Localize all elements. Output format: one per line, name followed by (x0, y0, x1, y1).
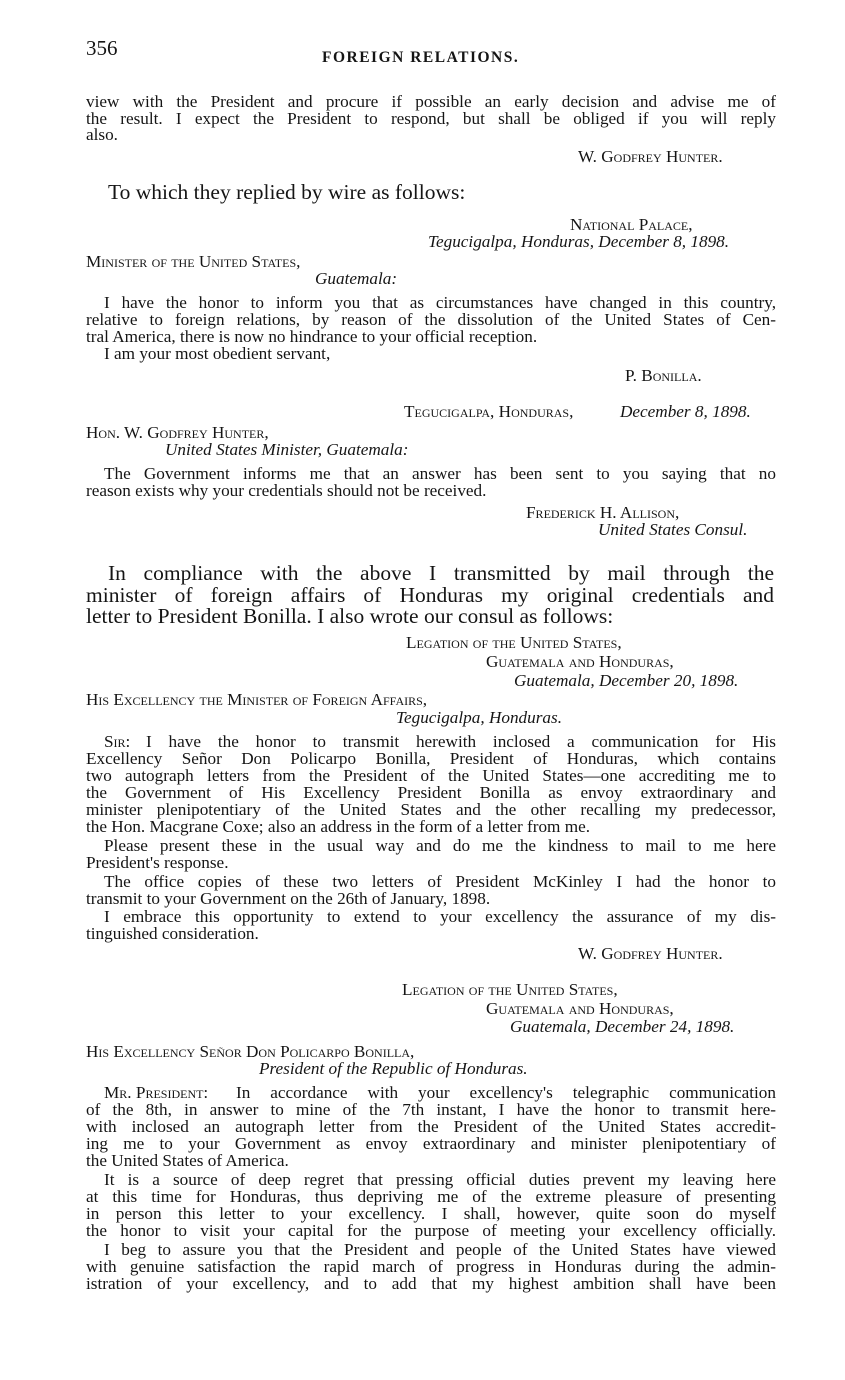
text-line: with genuine satisfaction the rapid march of progress in Honduras during the admin- (86, 1257, 776, 1276)
salutation: Mr. President: (104, 1083, 209, 1102)
addressee-title: President of the Republic of Honduras. (259, 1059, 528, 1078)
addressee: His Excellency the Minister of Foreign Affairs, (86, 690, 428, 709)
text-line: transmit to your Government on the 26th of January, 1898. (86, 889, 491, 908)
signature: W. Godfrey Hunter. (578, 944, 723, 963)
text-line: tral America, there is now no hindrance to your official reception. (86, 327, 538, 346)
addressee: Minister of the United States, (86, 252, 301, 271)
text-line: two autograph letters from the President of the United States—one accrediting me to (86, 766, 776, 785)
text-line: the United States of America. (86, 1151, 289, 1170)
text-line: ing me to your Government as envoy extraordinary and minister plenipotentiary of (86, 1134, 776, 1153)
text-line: of the 8th, in answer to mine of the 7th instant, I have the honor to transmit here- (86, 1100, 776, 1119)
text-line: Please present these in the usual way and do me the kindness to mail to me here (104, 836, 776, 855)
text-line: Excellency Señor Don Policarpo Bonilla, President of Honduras, which contains (86, 749, 776, 768)
signature: W. Godfrey Hunter. (578, 147, 723, 166)
signature-title: United States Consul. (598, 520, 748, 539)
text-line: I beg to assure you that the President and people of the United States have viewed (104, 1240, 776, 1259)
addressee-place: Tegucigalpa, Honduras. (396, 708, 562, 727)
addressee: Hon. W. Godfrey Hunter, (86, 423, 269, 442)
text-line: President's response. (86, 853, 229, 872)
addressee-place: Guatemala: (315, 269, 398, 288)
addressee: His Excellency Señor Don Policarpo Bonilla, (86, 1042, 415, 1061)
dateline: Tegucigalpa, Honduras, December 8, 1898. (428, 232, 730, 251)
text-line: view with the President and procure if possible an early decision and advise me of (86, 92, 776, 111)
letter-heading: Guatemala and Honduras, (486, 652, 674, 671)
signature: P. Bonilla. (625, 366, 702, 385)
narration-line: In compliance with the above I transmitted by mail through the (108, 561, 774, 585)
signature: Frederick H. Allison, (526, 503, 680, 522)
text-line: It is a source of deep regret that pressing official duties prevent my leaving here (104, 1170, 776, 1189)
letter-heading: Guatemala, December 20, 1898. (514, 671, 739, 690)
dateline-place: Tegucigalpa, Honduras, (404, 402, 574, 421)
text-line: the Government of His Excellency President Bonilla as envoy extraordinary and (86, 783, 776, 802)
text-line: I have the honor to transmit herewith inclosed a communication for His (146, 732, 776, 751)
text-line: reason exists why your credentials should not be received. (86, 481, 487, 500)
text-line: The office copies of these two letters of President McKinley I had the honor to (104, 872, 776, 891)
letter-heading: Guatemala and Honduras, (486, 999, 674, 1018)
text-line: in person this letter to your excellency. I shall, however, quite soon do myself (86, 1204, 776, 1223)
text-line: with inclosed an autograph letter from the President of the United States accredit- (86, 1117, 776, 1136)
text-line: tinguished consideration. (86, 924, 259, 943)
narration-line: letter to President Bonilla. I also wrote our consul as follows: (86, 604, 614, 628)
text-line: relative to foreign relations, by reason of the dissolution of the United States of Cen- (86, 310, 776, 329)
text-line: also. (86, 125, 118, 144)
text-line: the Hon. Macgrane Coxe; also an address in the form of a letter from me. (86, 817, 591, 836)
narration-line: minister of foreign affairs of Honduras my original credentials and (86, 583, 774, 607)
salutation: Sir: (104, 732, 131, 751)
text-line: the result. I expect the President to respond, but shall be obliged if you will reply (86, 109, 776, 128)
text-line: the honor to visit your capital for the purpose of meeting your excellency officially. (86, 1221, 776, 1240)
letter-heading: Legation of the United States, (406, 633, 622, 652)
dateline-date: December 8, 1898. (620, 402, 751, 421)
dateline-place: National Palace, (570, 215, 693, 234)
text-line: I have the honor to inform you that as circumstances have changed in this country, (104, 293, 776, 312)
text-line: I am your most obedient servant, (104, 344, 331, 363)
text-line: istration of your excellency, and to add that my highest ambition shall have been (86, 1274, 776, 1293)
narration: To which they replied by wire as follows: (108, 180, 466, 204)
letter-heading: Guatemala, December 24, 1898. (510, 1017, 735, 1036)
letter-heading: Legation of the United States, (402, 980, 618, 999)
text-line: The Government informs me that an answer has been sent to you saying that no (104, 464, 776, 483)
running-title: FOREIGN RELATIONS. (322, 49, 520, 66)
text-line: In accordance with your excellency's telegraphic communication (236, 1083, 776, 1102)
page-number: 356 (86, 36, 118, 60)
addressee-title: United States Minister, Guatemala: (165, 440, 409, 459)
text-line: at this time for Honduras, thus depriving me of the extreme pleasure of presenting (86, 1187, 776, 1206)
text-line: minister plenipotentiary of the United States and the other recalling my predecessor, (86, 800, 776, 819)
text-line: I embrace this opportunity to extend to your excellency the assurance of my dis- (104, 907, 776, 926)
